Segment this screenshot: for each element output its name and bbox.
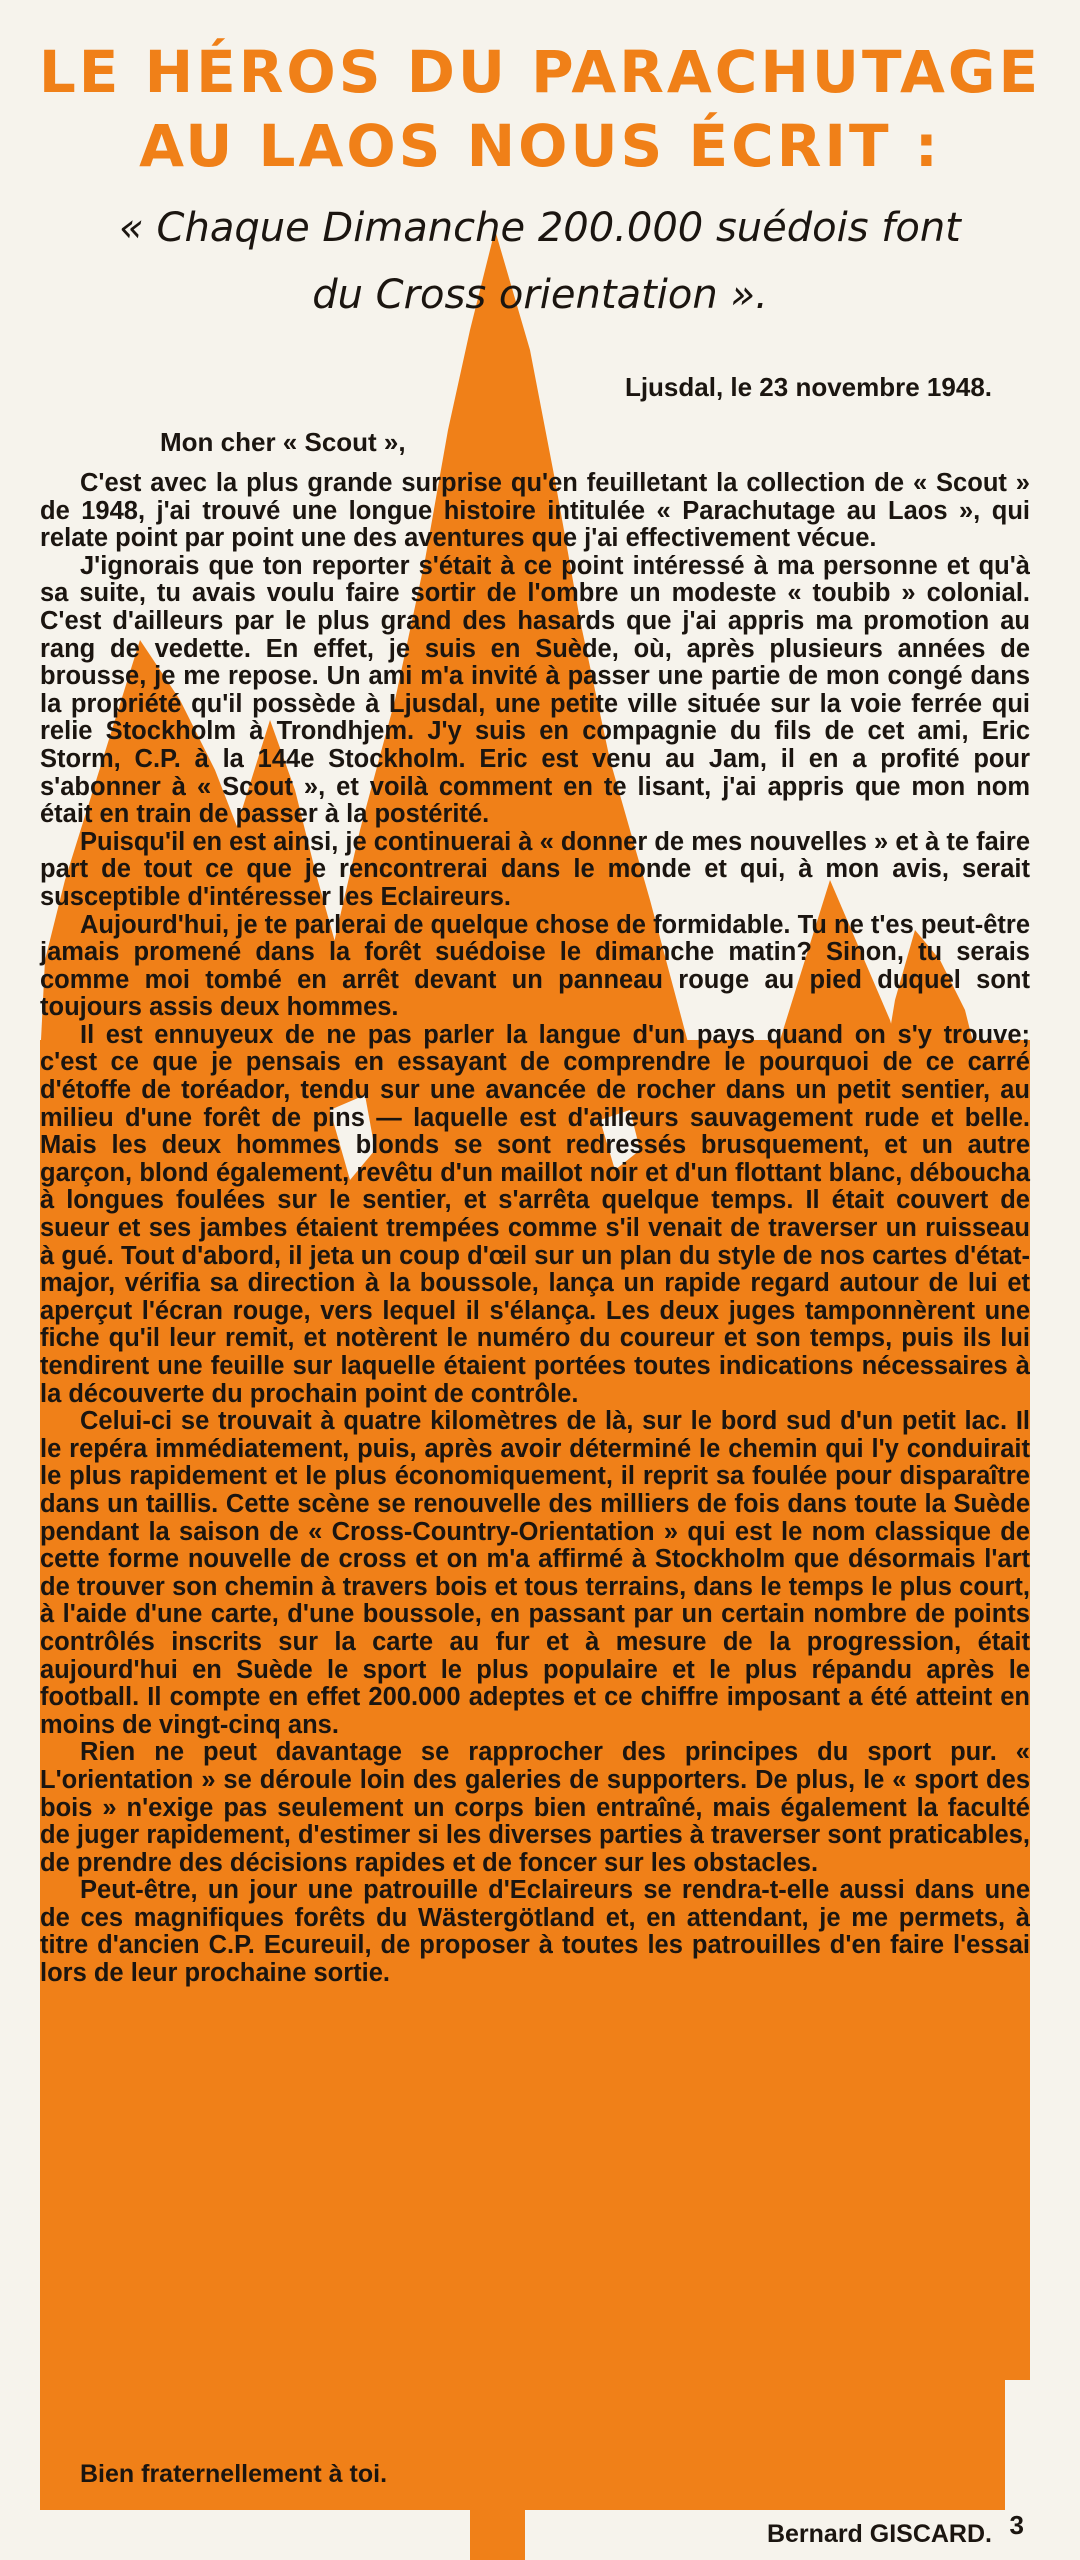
paragraph: Puisqu'il en est ainsi, je continuerai à « donner de mes nouvelles » et à te faire part de tout ce que je rencontrerai dans le monde et qui, à mon avis, serait susceptible d'intéresser les Eclaireurs. bbox=[40, 827, 1030, 911]
page-number: 3 bbox=[1009, 2510, 1024, 2540]
paragraph: C'est avec la plus grande surprise qu'en feuilletant la collection de « Scout » de 1948, j'ai trouvé une longue histoire intitulée « Parachutage au Laos », qui relate point par point une des aventures que j'ai effectivement vécue. bbox=[40, 469, 1030, 553]
headline-line-1: LE HÉROS DU PARACHUTAGE bbox=[38, 38, 1042, 106]
paragraph: Rien ne peut davantage se rapprocher des principes du sport pur. « L'orientation » se déroule loin des galeries de supporters. De plus, le « sport des bois » n'exige pas seulement un corps bien entraîné, mais également la faculté de juger rapidement, d'estimer si les diverses parties à traverser sont praticables, de prendre des décisions rapides et de foncer sur les obstacles. bbox=[40, 1738, 1030, 1877]
letter-body bbox=[40, 470, 1030, 1988]
paragraph: Aujourd'hui, je te parlerai de quelque chose de formidable. Tu ne t'es peut-être jamais promené dans la forêt suédoise le dimanche matin? Sinon, tu serais comme moi tombé en arrêt devant un panneau rouge au pied duquel sont toujours assis deux hommes. bbox=[40, 910, 1030, 1022]
subtitle-line-1: « Chaque Dimanche 200.000 suédois font bbox=[119, 205, 961, 251]
subtitle-line-2: du Cross orientation ». bbox=[312, 272, 768, 318]
paragraph: Peut-être, un jour une patrouille d'Eclaireurs se rendra-t-elle aussi dans une de ces magnifiques forêts du Wästergötland et, en attendant, je me permets, à titre d'ancien C.P. Ecureuil, de proposer à toutes les patrouilles d'en faire l'essai lors de leur prochaine sortie. bbox=[40, 1876, 1030, 1988]
paragraph: J'ignorais que ton reporter s'était à ce point intéressé à ma personne et qu'à sa suite, tu avais voulu faire sortir de l'ombre un modeste « toubib » colonial. C'est d'ailleurs par le plus grand des hasards que j'ai appris ma promotion au rang de vedette. En effet, je suis en Suède, où, après plusieurs années de brousse, je me repose. Un ami m'a invité à passer une partie de mon congé dans la propriété qu'il possède à Ljusdal, une petite ville située sur la voie ferrée qui relie Stockholm à Trondhjem. J'y suis en compagnie du fils de cet ami, Eric Storm, C.P. à la 144e Stockholm. Eric est venu au Jam, il en a profité pour s'abonner à « Scout », et voilà comment en te lisant, j'ai appris que mon nom était en train de passer à la postérité. bbox=[40, 551, 1030, 829]
closing-line: Bien fraternellement à toi. bbox=[80, 2460, 388, 2488]
salutation: Mon cher « Scout », bbox=[160, 427, 406, 457]
signature: Bernard GISCARD. bbox=[766, 2520, 992, 2548]
dateline: Ljusdal, le 23 novembre 1948. bbox=[624, 372, 992, 402]
headline-line-2: AU LAOS NOUS ÉCRIT : bbox=[139, 112, 941, 180]
paragraph: Il est ennuyeux de ne pas parler la langue d'un pays quand on s'y trouve; c'est ce que je pensais en essayant de comprendre le pourquoi de ce carré d'étoffe de toréador, tendu sur une avancée de rocher dans un petit sentier, au milieu d'une forêt de pins — laquelle est d'ailleurs sauvagement rude et belle. Mais les deux hommes blonds se sont redressés brusquement, et un autre garçon, blond également, revêtu d'un maillot noir et d'un flottant blanc, déboucha à longues foulées sur le sentier, et s'arrêta quelque temps. Il était couvert de sueur et ses jambes étaient trempées comme s'il venait de traverser un ruisseau à gué. Tout d'abord, il jeta un coup d'œil sur un plan du style de nos cartes d'état-major, vérifia sa direction à la boussole, lança un rapide regard autour de lui et aperçut l'écran rouge, vers lequel il s'élança. Les deux juges tamponnèrent une fiche qu'il leur remit, et notèrent le numéro du coureur et son temps, puis ils lui tendirent une feuille sur laquelle étaient portées toutes indications nécessaires à la découverte du prochain point de contrôle. bbox=[40, 1020, 1030, 1408]
paragraph: Celui-ci se trouvait à quatre kilomètres de là, sur le bord sud d'un petit lac. Il le repéra immédiatement, puis, après avoir déterminé le chemin qui l'y conduirait le plus rapidement et le plus économiquement, il reprit sa foulée pour disparaître dans un taillis. Cette scène se renouvelle des milliers de fois dans toute la Suède pendant la saison de « Cross-Country-Orientation » qui est le nom classique de cette forme nouvelle de cross et on m'a affirmé à Stockholm que désormais l'art de trouver son chemin à travers bois et tous terrains, dans le temps le plus court, à l'aide d'une carte, d'une boussole, en passant par un certain nombre de points contrôlés inscrits sur la carte au fur et à mesure de la progression, était aujourd'hui en Suède le sport le plus populaire et le plus répandu après le football. Il compte en effet 200.000 adeptes et ce chiffre imposant a été atteint en moins de vingt-cinq ans. bbox=[40, 1407, 1030, 1739]
